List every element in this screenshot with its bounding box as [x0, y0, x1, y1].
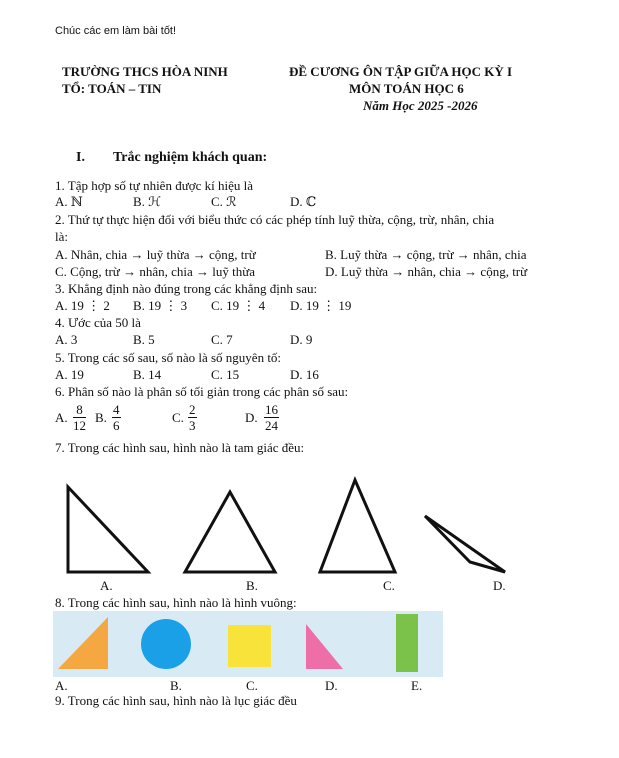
- q8-label-d: D.: [325, 678, 338, 693]
- school-year: Năm Học 2025 -2026: [363, 98, 478, 113]
- denominator: 3: [189, 418, 196, 433]
- q3-option-a: A. 19 ⋮ 2: [55, 298, 110, 313]
- q7-label-c: C.: [383, 578, 395, 593]
- question-2: 2. Thứ tự thực hiện đối với biểu thức có các phép tính luỹ thừa, cộng, trừ, nhân, chia: [55, 212, 495, 227]
- question-9: 9. Trong các hình sau, hình nào là lục giác đều: [55, 693, 297, 708]
- department: TỔ: TOÁN – TIN: [62, 81, 162, 96]
- top-note: Chúc các em làm bài tốt!: [55, 25, 177, 37]
- question-3: 3. Khẳng định nào đúng trong các khẳng định sau:: [55, 281, 318, 296]
- q1-option-c: C. ℛ: [211, 194, 237, 209]
- numerator: 8: [73, 402, 86, 418]
- q6-fraction-d: [264, 402, 279, 433]
- question-7: 7. Trong các hình sau, hình nào là tam giác đều:: [55, 440, 305, 455]
- denominator: 6: [113, 418, 120, 433]
- q2-option-a: A. Nhân, chia → luỹ thừa → cộng, trừ: [55, 247, 256, 262]
- q3-option-d: D. 19 ⋮ 19: [290, 298, 352, 313]
- q5-option-b: B. 14: [133, 367, 162, 382]
- green-rectangle: [396, 614, 418, 672]
- yellow-square: [228, 625, 271, 667]
- q7-label-d: D.: [493, 578, 506, 593]
- numerator: 16: [265, 402, 278, 417]
- q8-label-b: B.: [170, 678, 182, 693]
- blue-circle: [141, 619, 191, 669]
- triangle-b: [185, 492, 275, 572]
- question-8: 8. Trong các hình sau, hình nào là hình vuông:: [55, 595, 297, 610]
- section-number: I.: [76, 150, 85, 165]
- q8-label-a: A.: [55, 678, 68, 693]
- q6-fraction-c: [188, 402, 197, 433]
- q8-label-c: C.: [246, 678, 258, 693]
- question-5: 5. Trong các số sau, số nào là số nguyên tố:: [55, 350, 282, 365]
- q5-option-d: D. 16: [290, 367, 319, 382]
- q1-option-d: D. ℂ: [290, 194, 317, 209]
- numerator: 2: [189, 402, 196, 417]
- q3-option-b: B. 19 ⋮ 3: [133, 298, 188, 313]
- q6-fraction-b: [112, 402, 121, 433]
- q2-option-b: B. Luỹ thừa → cộng, trừ → nhân, chia: [325, 247, 527, 262]
- q6-option-b: B.: [95, 410, 107, 425]
- q7-label-a: A.: [100, 578, 113, 593]
- q6-option-c: C.: [172, 410, 184, 425]
- triangle-a: [68, 487, 148, 572]
- q4-option-d: D. 9: [290, 332, 313, 347]
- subject: MÔN TOÁN HỌC 6: [349, 81, 464, 96]
- denominator: 24: [265, 418, 278, 433]
- triangle-c: [320, 480, 395, 572]
- q4-option-a: A. 3: [55, 332, 78, 347]
- q2-option-c: C. Cộng, trừ → nhân, chia → luỹ thừa: [55, 264, 256, 279]
- q5-option-a: A. 19: [55, 367, 84, 382]
- triangles-figure: [0, 472, 619, 582]
- shapes-strip: [53, 611, 443, 677]
- q7-label-b: B.: [246, 578, 258, 593]
- question-6: 6. Phân số nào là phân số tối giản trong các phân số sau:: [55, 384, 349, 399]
- question-2-cont: là:: [55, 229, 68, 244]
- numerator: 4: [113, 402, 120, 417]
- q6-fraction-a: [73, 402, 86, 433]
- q4-option-b: B. 5: [133, 332, 155, 347]
- q6-option-d: D.: [245, 410, 258, 425]
- q2-option-d: D. Luỹ thừa → nhân, chia → cộng, trừ: [325, 264, 528, 279]
- q8-label-e: E.: [411, 678, 423, 693]
- section-title: Trắc nghiệm khách quan:: [113, 150, 268, 165]
- question-4: 4. Ước của 50 là: [55, 315, 141, 330]
- q5-option-c: C. 15: [211, 367, 240, 382]
- q6-option-a: A.: [55, 410, 68, 425]
- question-1: 1. Tập hợp số tự nhiên được kí hiệu là: [55, 178, 254, 193]
- school-name: TRƯỜNG THCS HÒA NINH: [62, 64, 228, 79]
- q1-option-b: B. ℋ: [133, 194, 162, 209]
- denominator: 12: [73, 418, 86, 433]
- q1-option-a: A. ℕ: [55, 194, 83, 209]
- q4-option-c: C. 7: [211, 332, 233, 347]
- document-title: ĐỀ CƯƠNG ÔN TẬP GIỮA HỌC KỲ I: [289, 64, 513, 79]
- q3-option-c: C. 19 ⋮ 4: [211, 298, 266, 313]
- triangle-d: [425, 516, 505, 572]
